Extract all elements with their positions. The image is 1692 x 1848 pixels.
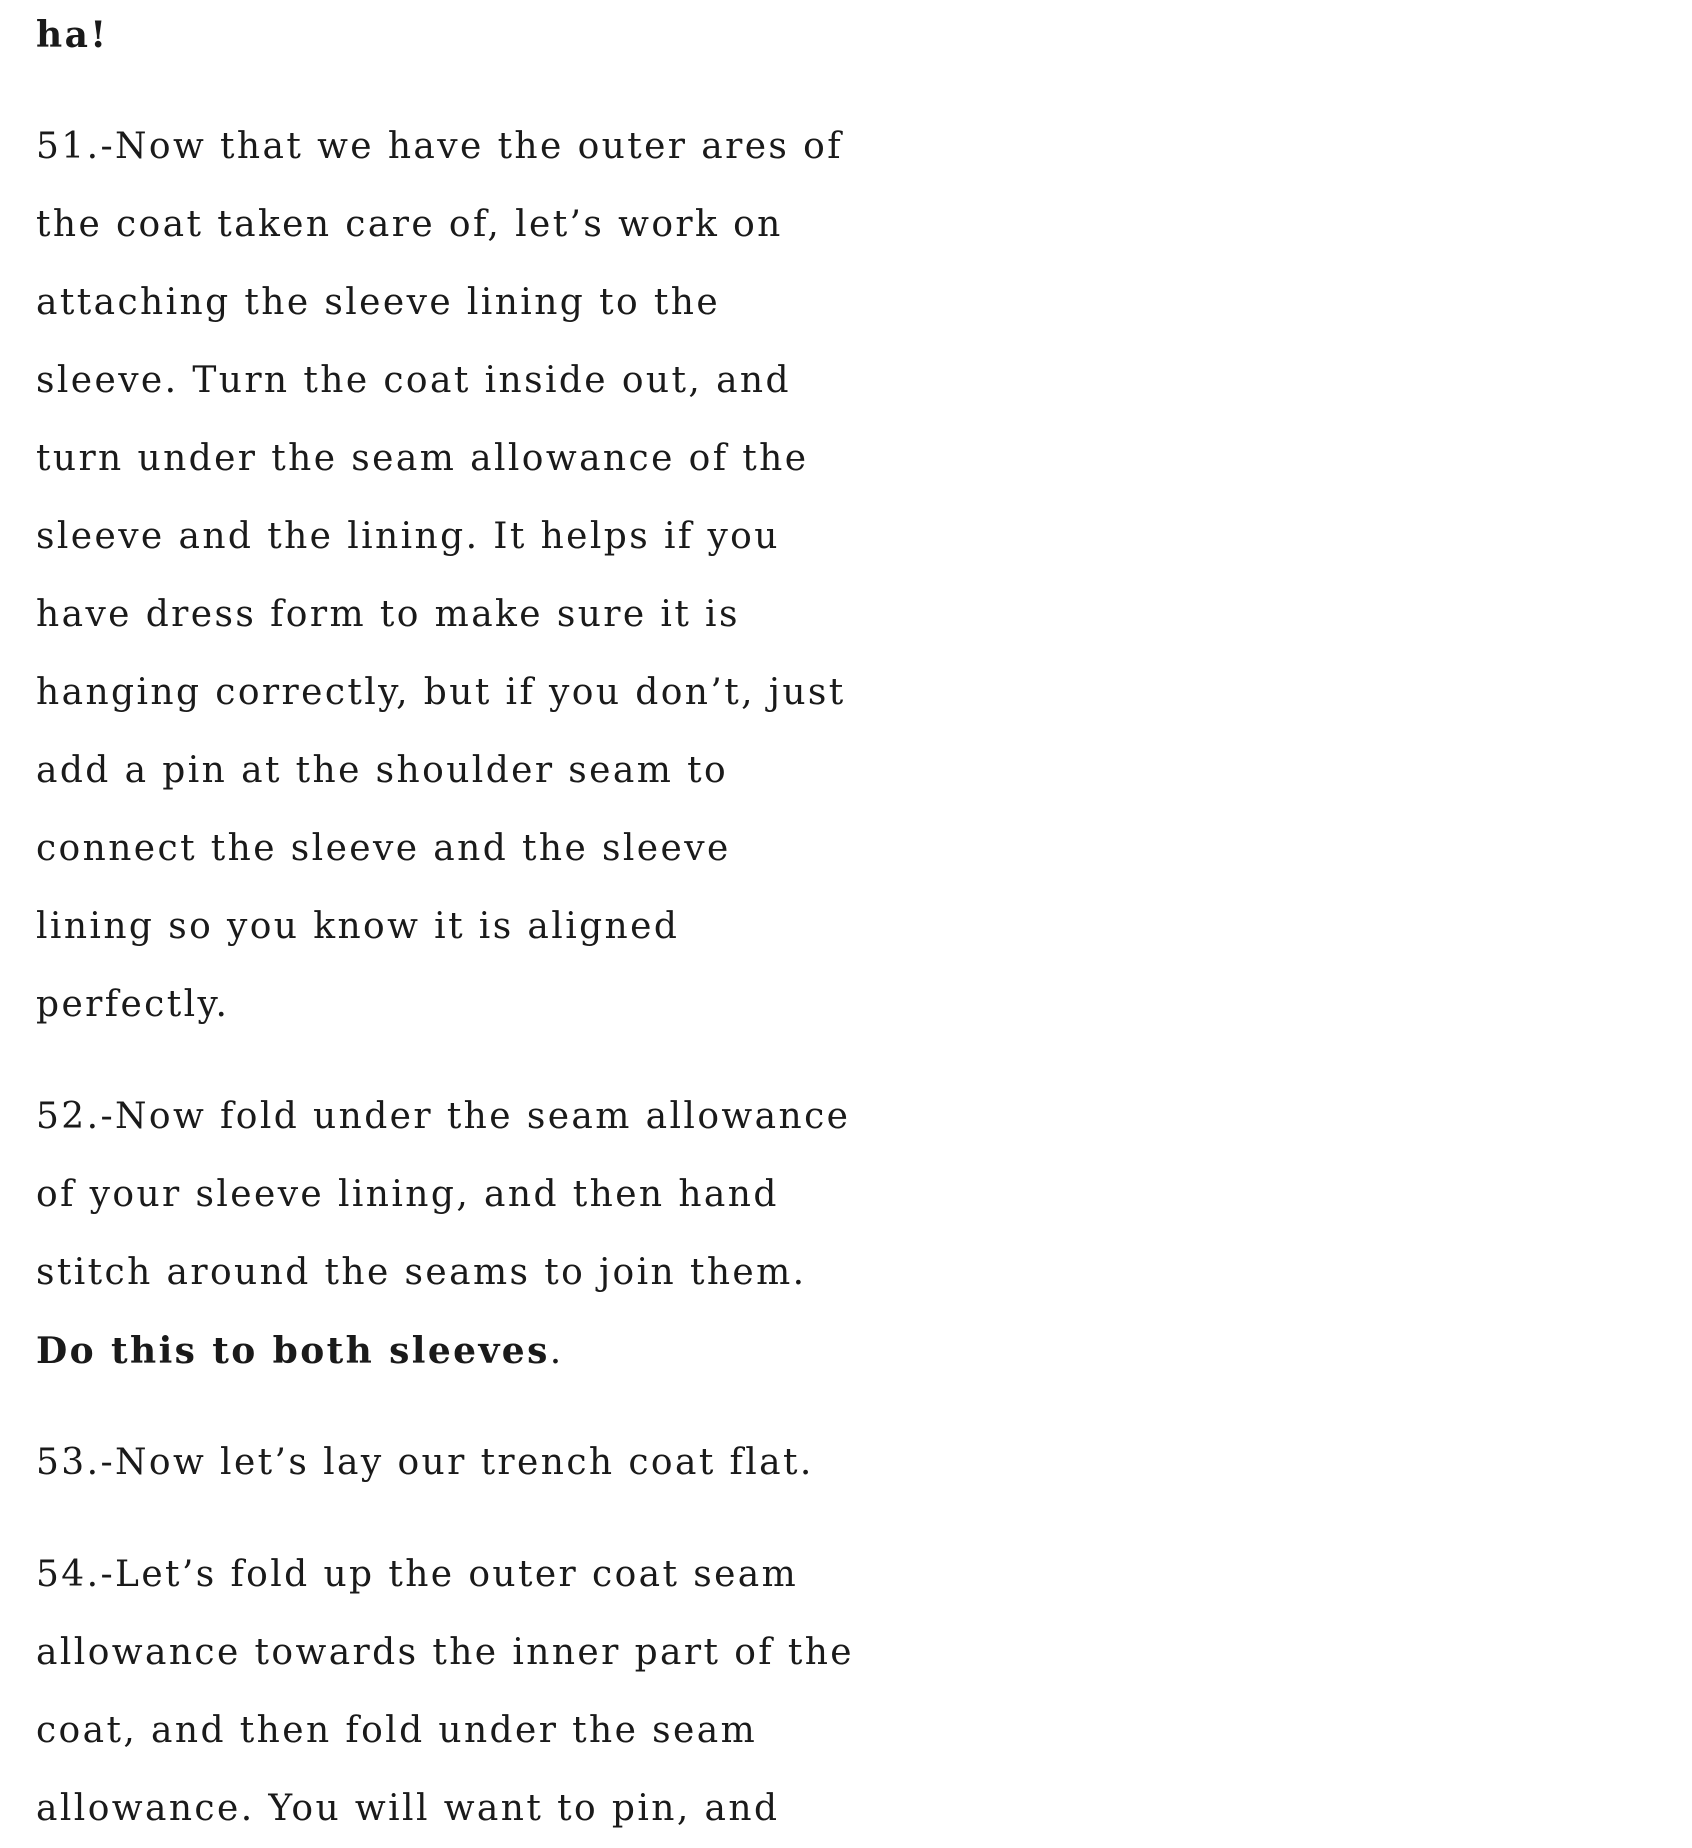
step-51-line-11: lining so you know it is aligned (36, 906, 680, 947)
step-52-paragraph (36, 1078, 856, 1390)
step-53-paragraph (36, 1424, 856, 1502)
step-51-paragraph (36, 108, 856, 1044)
article-body (36, 0, 856, 1848)
intro-paragraph (36, 0, 856, 74)
step-52-line-1: 52.-Now fold under the seam allowance (36, 1096, 851, 1137)
intro-text: ha! (36, 14, 109, 56)
step-54-line-1: 54.-Let’s fold up the outer coat seam (36, 1554, 799, 1595)
step-52-emphasis-period: . (549, 1331, 564, 1372)
step-51-line-3: attaching the sleeve lining to the (36, 282, 721, 323)
step-51-line-10: connect the sleeve and the sleeve (36, 828, 731, 869)
step-51-line-7: have dress form to make sure it is (36, 594, 740, 635)
step-53-line-1: 53.-Now let’s lay our trench coat flat. (36, 1442, 814, 1483)
step-52-line-3: stitch around the seams to join them. (36, 1252, 807, 1293)
step-54-line-3: coat, and then fold under the seam (36, 1710, 758, 1751)
step-51-line-1: 51.-Now that we have the outer ares of (36, 126, 843, 167)
step-51-line-4: sleeve. Turn the coat inside out, and (36, 360, 791, 401)
step-51-line-5: turn under the seam allowance of the (36, 438, 809, 479)
step-54-line-4: allowance. You will want to pin, and (36, 1788, 780, 1829)
step-52-line-4 (36, 1312, 856, 1390)
step-51-line-12: perfectly. (36, 984, 230, 1025)
step-52-line-2: of your sleeve lining, and then hand (36, 1174, 779, 1215)
step-51-line-6: sleeve and the lining. It helps if you (36, 516, 780, 557)
step-54-paragraph (36, 1536, 856, 1848)
step-52-emphasis: Do this to both sleeves (36, 1330, 550, 1372)
step-51-line-9: add a pin at the shoulder seam to (36, 750, 729, 791)
step-54-line-2: allowance towards the inner part of the (36, 1632, 854, 1673)
step-51-line-2: the coat taken care of, let’s work on (36, 204, 783, 245)
step-51-line-8: hanging correctly, but if you don’t, just (36, 672, 846, 713)
